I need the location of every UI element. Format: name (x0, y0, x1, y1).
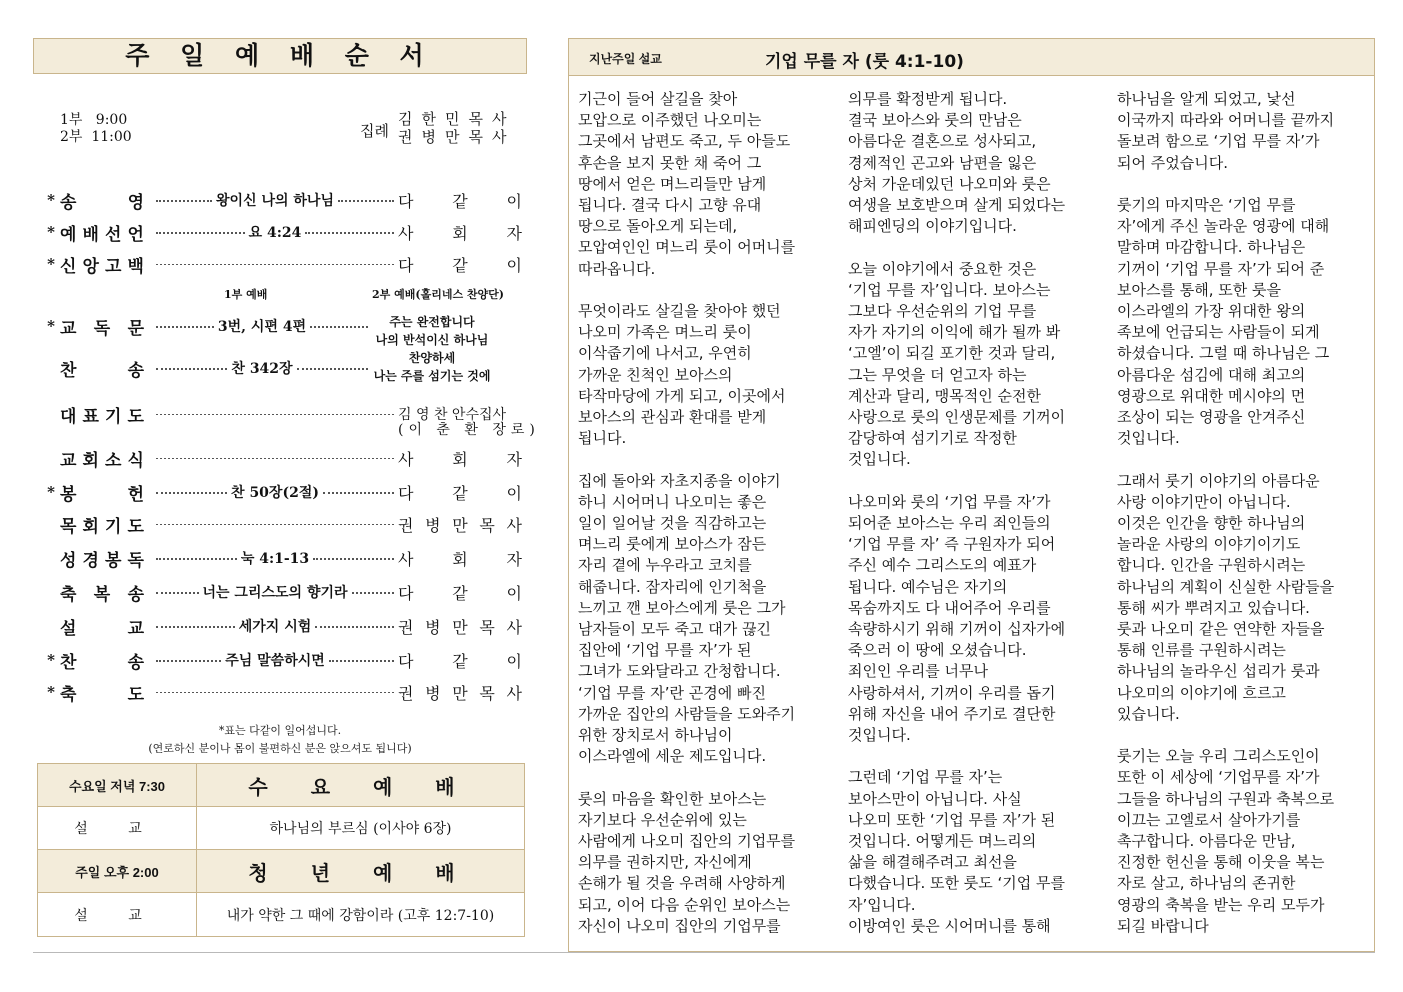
name-char: 백 (127, 256, 144, 277)
stand-marker: * (47, 651, 55, 669)
leader-dots (156, 414, 394, 415)
order-item-detail (152, 691, 398, 693)
name-char: 목 (60, 516, 77, 537)
leader-dots (313, 558, 394, 560)
officiant-1: 김한민목사 (398, 110, 516, 128)
order-item (42, 580, 522, 604)
name-char: 도 (127, 406, 144, 427)
order-item-detail (152, 616, 398, 636)
name-char: 봉 (105, 550, 122, 571)
order-item-detail (152, 650, 398, 670)
leader-char: 사 (398, 223, 414, 243)
last-sunday-tag: 지난주일 설교 (589, 52, 662, 66)
order-item-name (60, 402, 152, 427)
paragraph: 집에 돌아와 자초지종을 이야기 하니 시어머니 나오미는 좋은 일이 일어날 것을 직감하고는 며느리 룻에게 보아스가 잠든 자리 곁에 누우라고 코치를 해줍니다. 잠자리에 인기척을 느끼고 깬 보아스에게 룻은 그가 남자들이 모두 죽고 대가 끊긴 집안에 ‘기업 무를 자’가 된 그녀가 도와달라고 간청합니다. ‘기업 무를 자’란 곤경에 빠진 가까운 집안의 사람들을 도와주기 위한 장치로서 하나님이 이스라엘에 세운 제도입니다. (578, 471, 796, 766)
leader-dots (315, 626, 394, 628)
paragraph: 그런데 ‘기업 무를 자’는 보아스만이 아닙니다. 사실 나오미 또한 ‘기업 무를 자’가 된 것입니다. 어떻게든 며느리의 삶을 해결해주려고 최선을 다했습니다. 또한 룻도 ‘기업 무를 자’입니다. 이방여인 룻은 시어머니를 통해 (848, 768, 1065, 935)
order-item-detail (152, 457, 398, 459)
order-item-name (60, 356, 152, 381)
leader-dots (329, 660, 394, 662)
leader-char: 이 (506, 483, 522, 503)
name-char: 대 (60, 406, 77, 427)
name-char: 선 (105, 224, 122, 245)
table-row (38, 764, 524, 807)
order-item-text: 왕이신 나의 하나님 (216, 193, 334, 209)
leader-dots (156, 200, 212, 202)
name-char: 송 (127, 360, 144, 381)
paragraph: 의무를 확정받게 됩니다. 결국 보아스와 룻의 만남은 아름다운 결혼으로 성사되고, 경제적인 곤고와 남편을 잃은 상처 가운데있던 나오미와 룻은 여생을 보호받으며 살게 되었다는 해피엔딩의 이야기입니다. (848, 90, 1066, 236)
bottom-divider (33, 952, 1375, 953)
leader-char: 사 (506, 683, 522, 703)
order-item-name (60, 680, 152, 705)
order-item (42, 480, 522, 504)
leader-char: 다 (398, 651, 414, 671)
leader-char: 병 (425, 683, 441, 703)
leader-char: 자 (506, 223, 522, 243)
order-item-name (60, 614, 152, 639)
leader-char: 같 (452, 583, 468, 603)
order-item-name (60, 188, 152, 213)
service-name: 청 년 예 배 (248, 860, 473, 885)
order-item-text: 3번, 시편 4편 (217, 319, 307, 335)
order-item-detail (152, 222, 398, 242)
table-row (38, 807, 524, 850)
order-item-name (60, 314, 152, 339)
sermon-label: 설 교 (38, 807, 197, 849)
name-char: 교 (60, 450, 77, 471)
leader-char: 목 (479, 683, 495, 703)
leader-dots (352, 592, 395, 594)
order-item (42, 546, 522, 570)
leader-dots (156, 232, 245, 234)
leader-char: 병 (425, 617, 441, 637)
leader-char: 목 (479, 515, 495, 535)
order-item (42, 680, 522, 704)
service-time-1: 1부 9:00 (60, 112, 128, 128)
sermon-title: 내가 약한 그 때에 강함이라 (고후 12:7-10) (226, 907, 495, 924)
sermon-label: 설 교 (38, 893, 197, 936)
seating-note: (연로하신 분이나 몸이 불편하신 분은 앉으셔도 됩니다) (148, 742, 412, 755)
sermon-title: 하나님의 부르심 (이사야 6장) (269, 821, 452, 837)
order-item-detail (152, 413, 398, 415)
name-char: 봉 (60, 484, 77, 505)
leader-char: 만 (452, 617, 468, 637)
order-item-leader (398, 447, 522, 470)
order-item-text: 찬 50장(2절) (231, 485, 319, 501)
leader-dots (156, 326, 214, 328)
sermon-heading: 기업 무를 자 (룻 4:1-10) (765, 52, 964, 72)
stand-marker: * (47, 255, 55, 273)
order-item (42, 446, 522, 470)
name-char: 독 (93, 318, 111, 339)
name-char: 기 (105, 406, 122, 427)
order-item-detail (152, 263, 398, 265)
order-item-name (60, 480, 152, 505)
name-char: 복 (93, 584, 111, 605)
leader-char: 이 (506, 255, 522, 275)
order-item-leader (398, 481, 522, 504)
leader-char: 이 (506, 191, 522, 211)
order-item (42, 188, 522, 212)
leader-dots (156, 524, 394, 525)
name-char: 표 (82, 406, 99, 427)
leader-char: 다 (398, 191, 414, 211)
name-char: 송 (127, 584, 144, 605)
leader-char: 같 (452, 191, 468, 211)
name-char: 앙 (82, 256, 99, 277)
leader-char: 권 (398, 683, 414, 703)
stand-marker: * (47, 223, 55, 241)
sermon-header (568, 38, 1375, 76)
leader-char: 사 (506, 515, 522, 535)
paragraph: 나오미와 룻의 ‘기업 무를 자’가 되어준 보아스는 우리 죄인들의 ‘기업 무를 자’ 즉 구원자가 되어 주신 예수 그리스도의 예표가 됩니다. 예수님은 자기의 목숨까지도 다 내어주어 우리를 속량하시기 위해 기꺼이 십자가에 죽으러 이 땅에 오셨습니다. 죄인인 우리를 너무나 사랑하셔서, 기꺼이 우리를 돕기 위해 자신을 내어 주기로 결단한 것입니다. (848, 492, 1066, 745)
part1-label: 1부 예배 (224, 288, 268, 301)
name-char: 축 (60, 684, 77, 705)
sermon-column-1 (578, 89, 840, 958)
leader-dots (156, 558, 237, 560)
order-item-leader (398, 189, 522, 212)
part2-hymns (362, 313, 502, 385)
leader-dots (156, 592, 199, 594)
sermon-column-2 (848, 89, 1110, 958)
leader-char: 다 (398, 583, 414, 603)
leader-char: 사 (398, 449, 414, 469)
order-item-name (60, 252, 152, 277)
other-services-table (37, 763, 525, 937)
leader-dots (156, 660, 221, 662)
leader-char: 목 (479, 617, 495, 637)
order-item-detail (152, 358, 372, 378)
stand-marker: * (47, 317, 55, 335)
paragraph: 룻기의 마지막은 ‘기업 무를 자’에게 주신 놀라운 영광에 대해 말하며 마감합니다. 하나님은 기꺼이 ‘기업 무를 자’가 되어 준 보아스를 통해, 또한 룻을 이스라엘의 가장 위대한 왕의 족보에 언급되는 사람들이 되게 하셨습니다. 그럴 때 하나님은 그 아름다운 섬김에 대해 최고의 영광으로 위대한 메시야의 먼 조상이 되는 영광을 안겨주신 것입니다. (1117, 196, 1330, 448)
name-char: 성 (60, 550, 77, 571)
name-char: 회 (82, 450, 99, 471)
order-item-detail (152, 316, 372, 336)
name-char: 기 (105, 516, 122, 537)
leader-char: 자 (506, 549, 522, 569)
part2-hymn: 찬양하세 (408, 351, 456, 365)
name-char: 송 (60, 192, 77, 213)
alternate-prayer-leader: (이 춘 환 장로) (398, 422, 540, 438)
part2-hymn: 나의 반석이신 하나님 (375, 333, 489, 347)
officiant-2: 권병만목사 (398, 128, 516, 146)
leader-dots (156, 692, 394, 693)
leader-char: 김 영 찬 안수집사 (398, 407, 507, 423)
leader-char: 이 (506, 651, 522, 671)
order-item-name (60, 546, 152, 571)
order-item-text: 요 4:24 (248, 225, 302, 241)
order-item-name (60, 446, 152, 471)
leader-dots (305, 232, 394, 234)
leader-dots (338, 200, 394, 202)
order-item-name (60, 512, 152, 537)
name-char: 문 (127, 318, 144, 339)
order-item-leader (398, 513, 522, 536)
part2-label: 2부 예배(홀리네스 찬양단) (372, 288, 504, 301)
name-char: 배 (82, 224, 99, 245)
leader-dots (297, 368, 368, 370)
leader-char: 다 (398, 255, 414, 275)
name-char: 소 (105, 450, 122, 471)
order-item-leader (398, 547, 522, 570)
order-item-leader (398, 221, 522, 244)
paragraph: 오늘 이야기에서 중요한 것은 ‘기업 무를 자’입니다. 보아스는 그보다 우선순위의 기업 무를 자가 자기의 이익에 해가 될까 봐 ‘고엘’이 되길 포기한 것과 달리, 그는 무엇을 더 얻고자 하는 계산과 달리, 맹목적인 순전한 사랑으로 룻의 인생문제를 기꺼이 감당하여 섬기기로 작정한 것입니다. (848, 259, 1066, 469)
order-item (42, 512, 522, 536)
name-char: 송 (127, 652, 144, 673)
name-char: 찬 (60, 652, 77, 673)
service-time: 주일 오후 2:00 (38, 850, 197, 892)
order-item-leader (398, 681, 522, 704)
order-item-name (60, 648, 152, 673)
name-char: 언 (127, 224, 144, 245)
leader-char: 사 (398, 549, 414, 569)
order-item-leader (398, 581, 522, 604)
leader-char: 권 (398, 617, 414, 637)
table-row (38, 893, 524, 936)
name-char: 예 (60, 224, 77, 245)
order-item-leader (398, 253, 522, 276)
paragraph: 룻기는 오늘 우리 그리스도인이 또한 이 세상에 ‘기업무를 자’가 그들을 하나님의 구원과 축복으로 이끄는 고엘로서 살아가기를 촉구합니다. 아름다운 만남, 진정한 헌신을 통해 이웃을 복는 자로 살고, 하나님의 존귀한 영광의 축복을 받는 우리 모두가 되길 바랍니다 (1117, 747, 1335, 935)
name-char: 교 (60, 318, 77, 339)
name-char: 식 (127, 450, 144, 471)
service-time: 수요일 저녁 7:30 (38, 764, 197, 806)
stand-marker: * (47, 191, 55, 209)
order-item (42, 614, 522, 638)
paragraph: 룻의 마음을 확인한 보아스는 자기보다 우선순위에 있는 사람에게 나오미 집안의 기업무를 의무를 권하지만, 자신에게 손해가 될 것을 우려해 사양하게 되고, 이어 다음 순위인 보아스는 자신이 나오미 집안의 기업무를 (578, 789, 796, 935)
leader-dots (310, 326, 368, 328)
name-char: 독 (127, 550, 144, 571)
leader-char: 회 (452, 223, 468, 243)
order-item-detail (152, 582, 398, 602)
leader-dots (156, 626, 235, 628)
paragraph: 그래서 룻기 이야기의 아름다운 사랑 이야기만이 아닙니다. 이것은 인간을 향한 하나님의 놀라운 사랑의 이야기이기도 합니다. 인간을 구원하시려는 하나님의 계획이 신실한 사람들을 통해 씨가 뿌려지고 있습니다. 룻과 나오미 같은 연약한 자들을 통해 인류를 구원하시려는 하나님의 놀라우신 섭리가 룻과 나오미의 이야기에 흐르고 있습니다. (1117, 471, 1335, 723)
leader-char: 만 (452, 683, 468, 703)
paragraph: 기근이 들어 살길을 찾아 모압으로 이주했던 나오미는 그곳에서 남편도 죽고, 두 아들도 후손을 보지 못한 채 죽어 그 땅에서 얻은 며느리들만 남게 됩니다. 결국 다시 고향 유대 땅으로 돌아오게 되는데, 모압여인인 며느리 룻이 어머니를 따라옵니다. (578, 90, 796, 278)
name-char: 설 (60, 618, 77, 639)
table-row (38, 850, 524, 893)
worship-order-title: 주 일 예 배 순 서 (33, 38, 527, 74)
stand-marker: * (47, 683, 55, 701)
name-char: 찬 (60, 360, 77, 381)
leader-char: 회 (452, 549, 468, 569)
order-item (42, 220, 522, 244)
name-char: 헌 (127, 484, 144, 505)
leader-dots (156, 264, 394, 265)
order-item-name (60, 580, 152, 605)
leader-char: 권 (398, 515, 414, 535)
order-item-detail (152, 482, 398, 502)
order-item-text: 찬 342장 (231, 361, 293, 377)
service-time-2: 2부 11:00 (60, 129, 132, 145)
name-char: 축 (60, 584, 77, 605)
order-item-detail (152, 523, 398, 525)
leader-char: 회 (452, 449, 468, 469)
service-name: 수 요 예 배 (248, 774, 473, 799)
stand-marker: * (47, 483, 55, 501)
name-char: 교 (127, 618, 144, 639)
leader-char: 자 (506, 449, 522, 469)
standing-note: *표는 다같이 일어섭니다. (218, 724, 342, 737)
order-item-text: 주님 말씀하시면 (225, 653, 325, 669)
leader-dots (323, 492, 394, 494)
leader-char: 이 (506, 583, 522, 603)
leader-dots (156, 458, 394, 459)
sermon-column-3 (1117, 89, 1379, 958)
name-char: 영 (127, 192, 144, 213)
name-char: 도 (127, 516, 144, 537)
paragraph: 무엇이라도 살길을 찾아야 했던 나오미 가족은 며느리 룻이 이삭줍기에 나서고, 우연히 가까운 친척인 보아스의 타작마당에 가게 되고, 이곳에서 보아스의 관심과 환대를 받게 됩니다. (578, 302, 786, 448)
order-item-leader (398, 615, 522, 638)
name-char: 고 (105, 256, 122, 277)
officiants (398, 110, 515, 146)
order-item-detail (152, 190, 398, 210)
leader-dots (156, 492, 227, 494)
part2-hymn: 나는 주를 섬기는 것에 (373, 369, 491, 383)
name-char: 신 (60, 256, 77, 277)
leader-char: 같 (452, 483, 468, 503)
leader-char: 만 (452, 515, 468, 535)
leader-dots (156, 368, 227, 370)
name-char: 도 (127, 684, 144, 705)
service-times (60, 112, 132, 146)
order-item-name (60, 220, 152, 245)
name-char: 회 (82, 516, 99, 537)
leader-char: 병 (425, 515, 441, 535)
leader-char: 같 (452, 651, 468, 671)
order-item-text: 너는 그리스도의 향기라 (202, 585, 348, 601)
paragraph: 하나님을 알게 되었고, 낯선 이국까지 따라와 어머니를 끝까지 돌보려 함으로 ‘기업 무를 자’가 되어 주었습니다. (1117, 90, 1335, 172)
officiant-label: 집례 (360, 122, 389, 140)
leader-char: 다 (398, 483, 414, 503)
order-item-text: 눅 4:1-13 (240, 551, 310, 567)
part2-hymn: 주는 완전합니다 (389, 315, 475, 329)
order-item-leader (398, 649, 522, 672)
name-char: 경 (82, 550, 99, 571)
order-item (42, 648, 522, 672)
order-item-text: 세가지 시험 (238, 619, 312, 635)
order-item (42, 252, 522, 276)
order-item-detail (152, 548, 398, 568)
leader-char: 사 (506, 617, 522, 637)
leader-char: 같 (452, 255, 468, 275)
